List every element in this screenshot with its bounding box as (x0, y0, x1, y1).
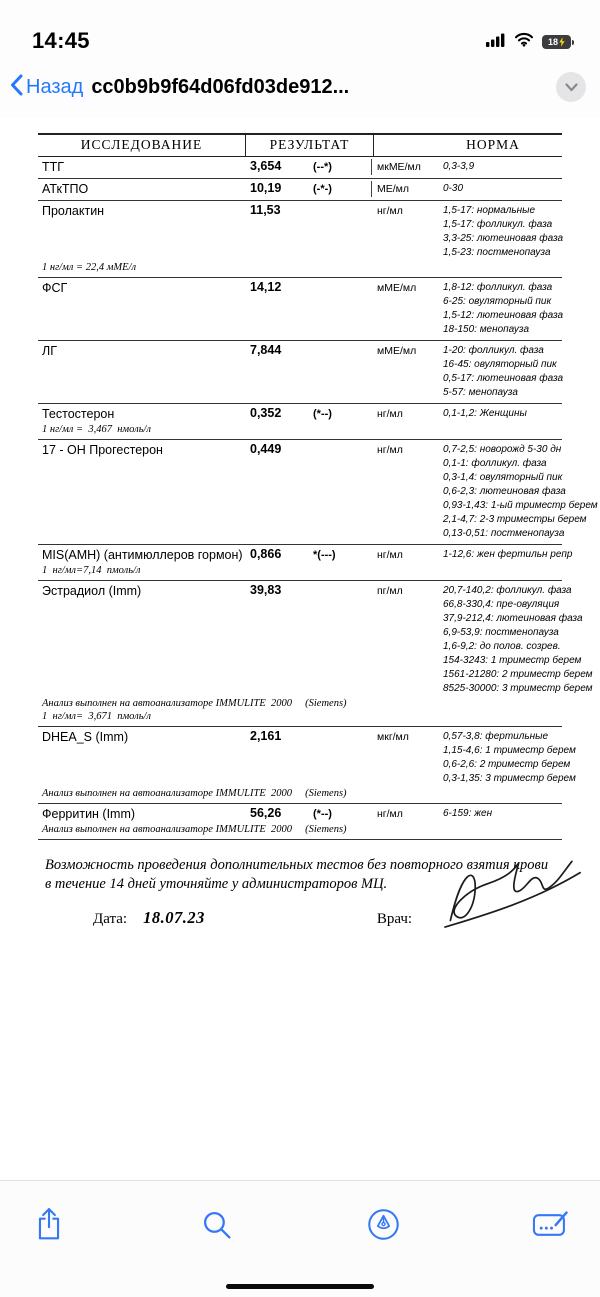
result-flag (313, 729, 371, 730)
norm-range: 0-30 (443, 183, 464, 194)
document-title: cc0b9b9f64d06fd03de912... (91, 75, 350, 98)
result-unit: нг/мл (377, 549, 403, 561)
result-flag: (--*) (313, 161, 332, 173)
home-indicator[interactable] (226, 1284, 374, 1289)
norm-range: 1,8-12: фолликул. фаза 6-25: овуляторный пик 1,5-12: лютеиновая фаза 18-150: менопауза (443, 282, 564, 335)
status-bar (0, 0, 600, 62)
result-value: 2,161 (250, 729, 282, 743)
result-unit: МЕ/мл (371, 181, 443, 197)
share-icon (35, 1207, 63, 1241)
result-value: 7,844 (250, 343, 282, 357)
table-header-row (38, 135, 562, 157)
result-flag (313, 343, 371, 344)
norm-range: 1,5-17: нормальные 1,5-17: фолликул. фаза 3,3-25: лютеиновая фаза 1,5-23: постменопауза (443, 205, 564, 258)
result-value: 0,866 (250, 547, 282, 561)
table-row (38, 804, 562, 840)
result-unit: мМЕ/мл (377, 282, 417, 294)
norm-range: 0,3-3,9 (443, 161, 475, 172)
test-name: 17 - ОН Прогестерон (42, 443, 163, 457)
search-button[interactable] (193, 1201, 239, 1247)
test-name: ФСГ (42, 281, 68, 295)
row-note: Анализ выполнен на автоанализаторе IMMULITE 2000 (Siemens) (42, 824, 347, 835)
test-name: Тестостерон (42, 407, 115, 421)
result-flag: (*--) (313, 808, 332, 820)
test-name: Ферритин (Imm) (42, 807, 136, 821)
column-header-test: ИССЛЕДОВАНИЕ (80, 137, 203, 152)
column-header-norm: НОРМА (373, 135, 562, 156)
test-name: Эстрадиол (Imm) (42, 584, 142, 598)
date-doctor-row (38, 908, 562, 928)
column-header-result: РЕЗУЛЬТАТ (245, 135, 373, 156)
norm-range: 1-20: фолликул. фаза 16-45: овуляторный пик 0,5-17: лютеиновая фаза 5-57: менопауза (443, 345, 564, 398)
signature-button[interactable] (528, 1201, 574, 1247)
table-row (38, 440, 598, 545)
row-note: Анализ выполнен на автоанализаторе IMMULITE 2000 (Siemens) 1 нг/мл= 3,671 пмоль/л (42, 698, 347, 722)
test-name: ТТГ (42, 160, 65, 174)
test-name: MIS(АМН) (антимюллеров гормон) (42, 548, 243, 562)
table-row (38, 179, 562, 201)
result-unit: нг/мл (377, 808, 403, 820)
table-row (38, 278, 562, 341)
result-unit: пг/мл (377, 585, 403, 597)
charging-bolt-icon (559, 37, 565, 47)
result-unit: нг/мл (377, 205, 403, 217)
norm-range: 6-159: жен (443, 808, 493, 819)
search-icon (201, 1209, 232, 1240)
markup-icon (367, 1208, 400, 1241)
table-row (38, 201, 562, 278)
doctor-signature (432, 842, 590, 946)
table-row (38, 545, 573, 581)
signature-icon (532, 1209, 570, 1240)
result-unit: мкг/мл (377, 731, 409, 743)
lab-results-table (38, 133, 598, 840)
test-name: Пролактин (42, 204, 105, 218)
table-row (38, 581, 593, 727)
date-label: Дата: (93, 911, 128, 927)
table-row (38, 157, 562, 179)
row-note: 1 нг/мл=7,14 пмоль/л (42, 565, 141, 576)
result-flag: (*--) (313, 408, 332, 420)
norm-range: 0,57-3,8: фертильные 1,15-4,6: 1 триместр берем 0,6-2,6: 2 триместр берем 0,3-1,35: 3 триместр берем (443, 731, 576, 784)
table-row (38, 341, 562, 404)
result-flag: (-*-) (313, 183, 332, 195)
doctor-label: Врач: (376, 911, 413, 927)
result-value: 10,19 (250, 181, 282, 195)
test-name: ЛГ (42, 344, 57, 358)
result-value: 3,654 (250, 159, 282, 173)
cellular-signal-icon (486, 33, 506, 52)
back-button[interactable] (10, 74, 83, 101)
result-flag: *(---) (313, 549, 336, 561)
table-row (38, 727, 576, 804)
date-value: 18.07.23 (143, 908, 205, 927)
battery-percent: 18 (547, 36, 558, 47)
result-value: 14,12 (250, 280, 282, 294)
norm-range: 0,7-2,5: новорожд 5-30 дн 0,1-1: фолликул. фаза 0,3-1,4: овуляторный пик 0,6-2,3: лютеиновая фаза 0,93-1,43: 1-ый триместр берем 2,1-4,7: 2-3 триместры берем 0,13-0,51: постменопауза (443, 444, 598, 539)
back-label: Назад (26, 75, 84, 98)
result-value: 39,83 (250, 583, 282, 597)
document-footer (38, 856, 562, 928)
result-flag (313, 583, 371, 584)
chevron-left-icon (10, 74, 23, 101)
table-body (38, 157, 598, 840)
table-row (38, 404, 562, 440)
share-button[interactable] (26, 1201, 72, 1247)
result-flag (313, 203, 371, 204)
test-name: DHEA_S (Imm) (42, 730, 129, 744)
disclaimer-text: Возможность проведения дополнительных тестов без повторного взятия крови в течение 14 дней уточняйте у администраторов МЦ. (45, 857, 549, 892)
wifi-icon (514, 32, 534, 52)
result-unit: нг/мл (377, 408, 403, 420)
result-value: 0,449 (250, 442, 282, 456)
row-note: Анализ выполнен на автоанализаторе IMMULITE 2000 (Siemens) (42, 788, 347, 799)
nav-bar (0, 62, 600, 118)
bottom-toolbar (0, 1180, 600, 1297)
status-icons (486, 32, 574, 54)
row-note: 1 нг/мл = 22,4 мМЕ/л (42, 262, 137, 273)
chevron-down-icon (565, 83, 578, 92)
status-time: 14:45 (32, 28, 90, 53)
result-flag (313, 442, 371, 443)
result-unit: мМЕ/мл (377, 345, 417, 357)
norm-range: 20,7-140,2: фолликул. фаза 66,8-330,4: пре-овуляция 37,9-212,4: лютеиновая фаза 6,9-53,9: постменопауза 1,6-9,2: до полов. созрев. 154-3243: 1 триместр берем 1561-21280: 2 триместр берем 8525-30000: 3 триместр берем (443, 585, 593, 694)
result-flag (313, 280, 371, 281)
markup-button[interactable] (361, 1201, 407, 1247)
battery-icon (542, 35, 574, 49)
result-value: 11,53 (250, 203, 281, 217)
norm-range: 1-12,6: жен фертильн репр (443, 549, 573, 560)
document-page[interactable] (0, 118, 600, 1180)
test-name: АТкТПО (42, 182, 89, 196)
result-unit: нг/мл (377, 444, 403, 456)
result-value: 56,26 (250, 806, 282, 820)
row-note: 1 нг/мл = 3,467 нмоль/л (42, 424, 151, 435)
norm-range: 0,1-1,2: Женщины (443, 408, 527, 419)
result-unit: мкМЕ/мл (371, 159, 443, 175)
result-value: 0,352 (250, 406, 282, 420)
title-dropdown-button[interactable] (556, 72, 586, 102)
